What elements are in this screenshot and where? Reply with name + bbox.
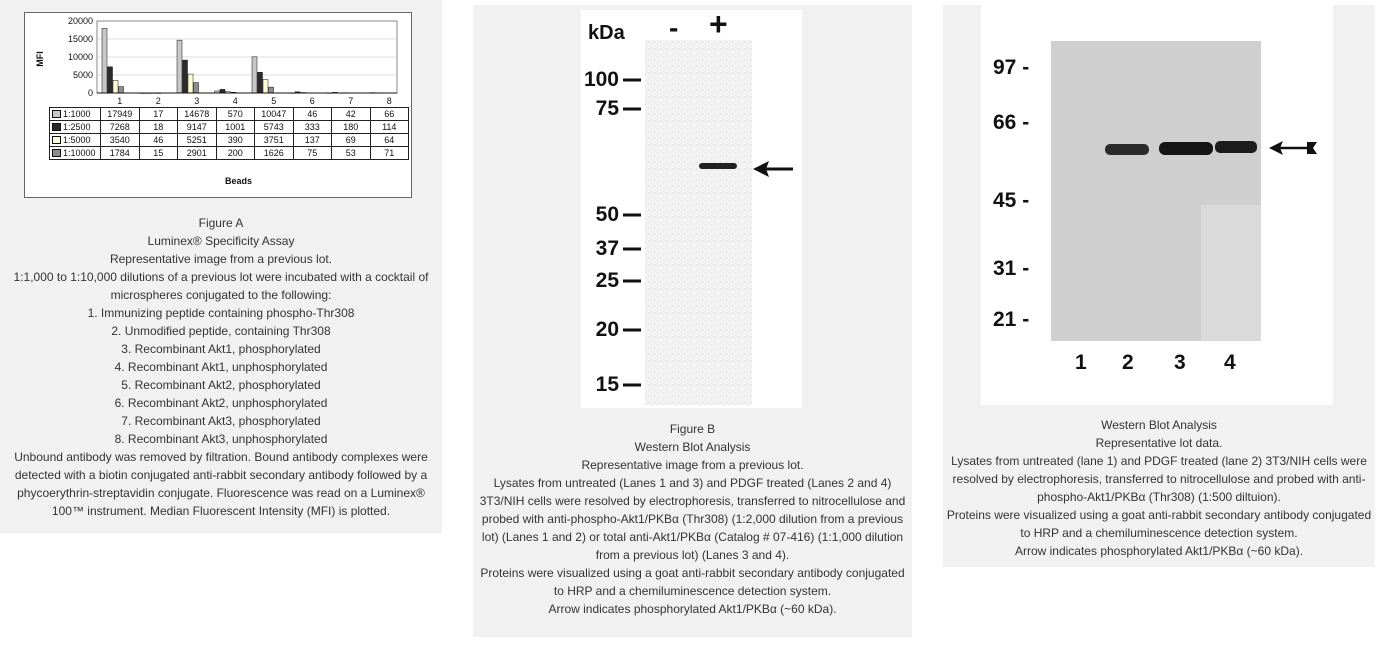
- caption-line: Proteins were visualized using a goat anti-rabbit secondary antibody conjugated to HRP and a chemiluminescence detection system.: [480, 566, 905, 598]
- caption-line: 1. Immunizing peptide containing phospho-Thr308: [87, 306, 355, 320]
- kda-label: kDa: [588, 22, 625, 44]
- bar: [108, 67, 113, 93]
- table-cell: 10047: [255, 108, 294, 121]
- lane-plus-label: +: [709, 6, 728, 42]
- caption-line: 6. Recombinant Akt2, unphosphorylated: [114, 396, 328, 410]
- protein-band-lane-4: [1215, 141, 1257, 153]
- caption-line: Lysates from untreated (lane 1) and PDGF treated (lane 2) 3T3/NIH cells were resolved by electrophoresis, transferred to nitrocellulose and probed with anti-phospho-Akt1/PKBα (Thr308) (1:500 diltuion).: [951, 454, 1367, 504]
- band-arrow: [1269, 141, 1317, 155]
- legend-swatch: [52, 136, 61, 144]
- band-arrow: [753, 161, 793, 177]
- x-axis-label: Beads: [225, 176, 253, 186]
- caption-line: Representative image from a previous lot.: [581, 458, 804, 472]
- mw-marker-label: 15: [595, 373, 619, 396]
- table-cell: 14678: [178, 108, 217, 121]
- bar: [183, 60, 188, 93]
- table-cell: 18: [139, 121, 178, 134]
- x-tick-label: 8: [386, 96, 392, 106]
- bar: [177, 40, 182, 93]
- table-cell: 1626: [255, 147, 294, 160]
- legend-label: 1:2500: [63, 122, 91, 132]
- table-cell: 137: [293, 134, 332, 147]
- legend-label: 1:5000: [63, 135, 91, 145]
- x-tick-label: 6: [309, 96, 315, 106]
- caption-line: 8. Recombinant Akt3, unphosphorylated: [114, 432, 328, 446]
- mw-marker-label: 25: [595, 269, 619, 292]
- table-cell: 200: [216, 147, 255, 160]
- caption-line: Luminex® Specificity Assay: [147, 234, 295, 248]
- lane-label: 1: [1075, 351, 1087, 374]
- mw-marker-label: 20: [595, 318, 619, 341]
- x-tick-label: 4: [232, 96, 238, 106]
- mw-marker-label: 37: [595, 237, 619, 260]
- table-cell: 69: [332, 134, 371, 147]
- luminex-chart: [24, 12, 412, 198]
- caption-line: Representative image from a previous lot.: [109, 252, 333, 266]
- bar: [252, 57, 257, 93]
- y-tick-label: 20000: [67, 16, 93, 26]
- bar: [258, 72, 263, 93]
- figure-c-caption: [945, 416, 1373, 560]
- table-row: [50, 147, 409, 160]
- table-cell: 15: [139, 147, 178, 160]
- caption-line: 7. Recombinant Akt3, phosphorylated: [121, 414, 321, 428]
- caption-line: Figure B: [669, 422, 716, 436]
- bar: [188, 74, 193, 93]
- bar: [119, 87, 124, 93]
- protein-band-lane-3: [1159, 142, 1213, 155]
- mw-marker-label: 75: [595, 97, 619, 120]
- figure-c-panel: [943, 5, 1375, 567]
- figure-b-panel: [473, 5, 912, 637]
- table-cell: 71: [370, 147, 409, 160]
- table-row: [50, 134, 409, 147]
- legend-swatch: [52, 110, 61, 118]
- mw-marker-label: 50: [595, 203, 619, 226]
- table-cell: 570: [216, 108, 255, 121]
- bar: [102, 28, 107, 93]
- x-tick-label: 3: [194, 96, 200, 106]
- mw-marker-label: 21 -: [993, 308, 1030, 331]
- table-cell: 42: [332, 108, 371, 121]
- y-tick-label: 0: [87, 88, 93, 98]
- table-cell: 1784: [101, 147, 140, 160]
- mw-marker-label: 31 -: [993, 257, 1030, 280]
- caption-line: 3. Recombinant Akt1, phosphorylated: [121, 342, 321, 356]
- data-table: [49, 95, 409, 160]
- x-tick-label: 5: [271, 96, 277, 106]
- y-tick-label: 5000: [72, 70, 93, 80]
- bar: [220, 89, 225, 93]
- caption-line: Unbound antibody was removed by filtration. Bound antibody complexes were detected with a biotin conjugated anti-rabbit secondary antibody followed by a phycoerythrin-streptavidin conjugate. Fluorescence was read on a Luminex® 100™ instrument. Median Fluorescent Intensity (MFI) is plotted.: [14, 450, 428, 518]
- table-cell: 1001: [216, 121, 255, 134]
- protein-band: [699, 163, 737, 169]
- western-blot-c: [981, 5, 1333, 405]
- table-cell: 17: [139, 108, 178, 121]
- table-cell: 7268: [101, 121, 140, 134]
- mw-marker-label: 45 -: [993, 189, 1030, 212]
- bar: [263, 79, 268, 93]
- mw-marker-label: 100: [583, 68, 619, 91]
- blot-membrane: [645, 40, 752, 405]
- x-tick-label: 2: [155, 96, 161, 106]
- table-cell: 333: [293, 121, 332, 134]
- caption-line: Figure A: [198, 216, 244, 230]
- table-row: [50, 108, 409, 121]
- caption-line: Representative lot data.: [1095, 436, 1223, 450]
- y-axis-label: MFI: [35, 51, 45, 67]
- x-tick-label: 7: [348, 96, 354, 106]
- bar: [269, 87, 274, 93]
- western-blot-b: [581, 6, 802, 408]
- table-cell: 3540: [101, 134, 140, 147]
- table-cell: 5251: [178, 134, 217, 147]
- caption-line: Western Blot Analysis: [1101, 418, 1217, 432]
- table-cell: 114: [370, 121, 409, 134]
- legend-swatch: [52, 149, 61, 157]
- lane-label: 3: [1174, 351, 1186, 374]
- mw-marker-label: 97 -: [993, 56, 1030, 79]
- table-cell: 46: [293, 108, 332, 121]
- table-cell: 3751: [255, 134, 294, 147]
- table-cell: 75: [293, 147, 332, 160]
- table-cell: 9147: [178, 121, 217, 134]
- protein-band-lane-2: [1105, 144, 1149, 155]
- figure-a-caption: [4, 214, 438, 520]
- table-cell: 64: [370, 134, 409, 147]
- table-cell: 5743: [255, 121, 294, 134]
- table-cell: 17949: [101, 108, 140, 121]
- caption-line: 5. Recombinant Akt2, phosphorylated: [121, 378, 321, 392]
- x-tick-label: 1: [117, 96, 123, 106]
- bar: [113, 80, 118, 93]
- table-row: [50, 121, 409, 134]
- mw-marker-label: 66 -: [993, 111, 1030, 134]
- table-cell: 66: [370, 108, 409, 121]
- figure-b-caption: [479, 420, 906, 618]
- table-cell: 180: [332, 121, 371, 134]
- legend-swatch: [52, 123, 61, 131]
- caption-line: Arrow indicates phosphorylated Akt1/PKBα (~60 kDa).: [548, 602, 837, 616]
- legend-label: 1:1000: [63, 109, 91, 119]
- figure-a-panel: [0, 0, 442, 533]
- table-cell: 2901: [178, 147, 217, 160]
- table-cell: 53: [332, 147, 371, 160]
- caption-line: 2. Unmodified peptide, containing Thr308: [111, 324, 331, 338]
- caption-line: 1:1,000 to 1:10,000 dilutions of a previous lot were incubated with a cocktail of microspheres conjugated to the following:: [13, 270, 429, 302]
- bar: [194, 83, 199, 93]
- caption-line: 4. Recombinant Akt1, unphosphorylated: [114, 360, 328, 374]
- y-tick-label: 10000: [67, 52, 93, 62]
- lane-minus-label: -: [669, 12, 679, 43]
- legend-label: 1:10000: [63, 148, 96, 158]
- caption-line: Proteins were visualized using a goat anti-rabbit secondary antibody conjugated to HRP and a chemiluminescence detection system.: [946, 508, 1372, 540]
- lane-label: 2: [1122, 351, 1134, 374]
- table-cell: 390: [216, 134, 255, 147]
- y-tick-label: 15000: [67, 34, 93, 44]
- caption-line: Lysates from untreated (Lanes 1 and 3) and PDGF treated (Lanes 2 and 4) 3T3/NIH cells were resolved by electrophoresis, transferred to nitrocellulose and probed with anti-phospho-Akt1/PKBα (Thr308) (1:2,000 dilution from a previous lot) (Lanes 1 and 2) or total anti-Akt1/PKBα (Catalog # 07-416) (1:1,000 dilution from a previous lot) (Lanes 3 and 4).: [479, 476, 906, 562]
- lane-label: 4: [1224, 351, 1236, 374]
- caption-line: Western Blot Analysis: [634, 440, 751, 454]
- table-cell: 46: [139, 134, 178, 147]
- caption-line: Arrow indicates phosphorylated Akt1/PKBα (~60 kDa).: [1014, 544, 1304, 558]
